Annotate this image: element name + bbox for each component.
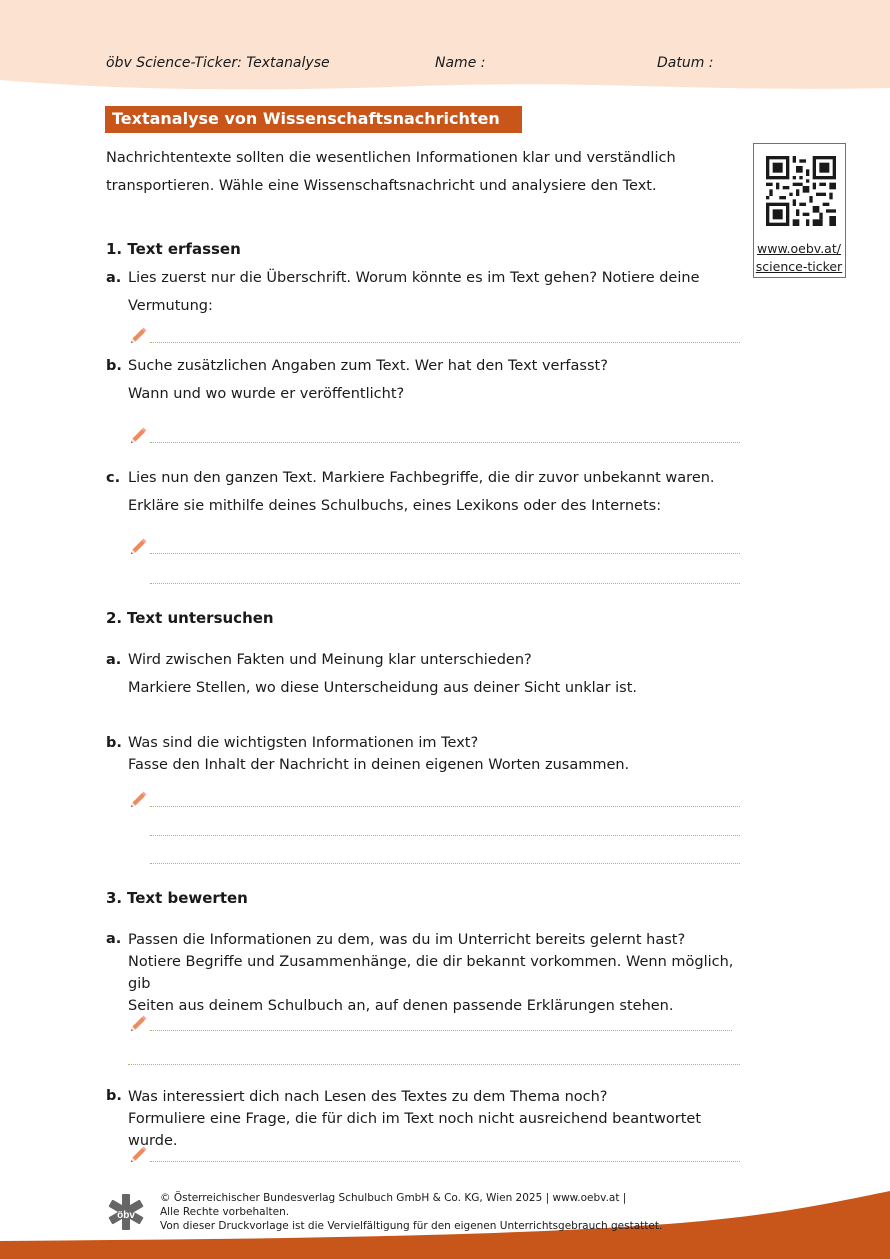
task-2b-line1: Was sind die wichtigsten Informationen im Text? xyxy=(128,735,479,751)
footer-line2: Alle Rechte vorbehalten. xyxy=(160,1206,290,1218)
section-3-heading xyxy=(106,889,248,907)
section-2-number: 2. xyxy=(106,609,123,627)
qr-code-box[interactable] xyxy=(753,143,846,278)
task-2a-letter: a. xyxy=(106,652,122,668)
task-3a-letter: a. xyxy=(106,931,122,947)
qr-code-icon xyxy=(766,156,836,226)
task-1b-letter: b. xyxy=(106,358,122,374)
pencil-icon xyxy=(128,1145,148,1165)
task-2b-text xyxy=(128,732,748,776)
task-3b-line2: Formuliere eine Frage, die für dich im Text noch nicht ausreichend beantwortet wurde. xyxy=(128,1111,702,1149)
task-1c-text: Lies nun den ganzen Text. Markiere Fachbegriffe, die dir zuvor unbekannt waren. Erkläre sie mithilfe deines Schulbuchs, eines Lexikons oder des Internets: xyxy=(128,470,715,514)
pencil-icon xyxy=(128,790,148,810)
task-2a-line1: Wird zwischen Fakten und Meinung klar unterschieden? xyxy=(128,652,532,668)
header-date-label: Datum : xyxy=(657,55,714,71)
publisher-logo xyxy=(106,1192,146,1232)
writing-line[interactable] xyxy=(128,1064,740,1065)
task-1c-letter: c. xyxy=(106,470,121,486)
task-1a-text: Lies zuerst nur die Überschrift. Worum könnte es im Text gehen? Notiere deine Vermutung: xyxy=(128,270,700,314)
section-2-heading xyxy=(106,609,274,627)
task-2a-text xyxy=(128,646,748,702)
section-3-title: Text bewerten xyxy=(127,889,248,907)
writing-line[interactable] xyxy=(150,806,740,807)
pencil-icon xyxy=(128,1014,148,1034)
writing-line[interactable] xyxy=(150,442,740,443)
writing-line[interactable] xyxy=(150,1030,732,1031)
writing-line[interactable] xyxy=(150,342,740,343)
writing-line[interactable] xyxy=(150,583,740,584)
writing-line[interactable] xyxy=(150,553,740,554)
section-1-title: Text erfassen xyxy=(127,240,241,258)
page-title: Textanalyse von Wissenschaftsnachrichten xyxy=(105,106,522,133)
section-1-heading xyxy=(106,240,241,258)
task-3a-line3: Seiten aus deinem Schulbuch an, auf denen passende Erklärungen stehen. xyxy=(128,998,674,1014)
footer-line3: Von dieser Druckvorlage ist die Vervielfältigung für den eigenen Unterrichtsgebrauch gestattet. xyxy=(160,1220,663,1232)
footer-line1: © Österreichischer Bundesverlag Schulbuch GmbH & Co. KG, Wien 2025 | www.oebv.at | xyxy=(160,1192,627,1204)
task-3a-line1: Passen die Informationen zu dem, was du im Unterricht bereits gelernt hast? xyxy=(128,932,686,948)
qr-link-line1: www.oebv.at/ xyxy=(757,241,841,256)
qr-link[interactable] xyxy=(754,240,844,276)
task-1b-line2: Wann und wo wurde er veröffentlicht? xyxy=(128,386,405,402)
task-3a-line2: Notiere Begriffe und Zusammenhänge, die dir bekannt vorkommen. Wenn möglich, gib xyxy=(128,954,734,992)
pencil-icon xyxy=(128,426,148,446)
task-1b-line1: Suche zusätzlichen Angaben zum Text. Wer hat den Text verfasst? xyxy=(128,358,608,374)
footer-copyright xyxy=(160,1191,662,1233)
task-3a-text xyxy=(128,929,748,1017)
writing-line[interactable] xyxy=(150,1161,740,1162)
task-3b-letter: b. xyxy=(106,1088,122,1104)
header-name-label: Name : xyxy=(435,55,486,71)
task-3b-line1: Was interessiert dich nach Lesen des Textes zu dem Thema noch? xyxy=(128,1089,608,1105)
pencil-icon xyxy=(128,537,148,557)
writing-line[interactable] xyxy=(150,835,740,836)
task-1a-letter: a. xyxy=(106,270,122,286)
task-2b-letter: b. xyxy=(106,735,122,751)
task-2b-line2: Fasse den Inhalt der Nachricht in deinen eigenen Worten zusammen. xyxy=(128,757,630,773)
task-1b-text xyxy=(128,352,748,408)
logo-text: öbv xyxy=(117,1210,135,1221)
header-worksheet-title: öbv Science-Ticker: Textanalyse xyxy=(106,55,330,71)
qr-link-line2: science-ticker xyxy=(755,259,843,274)
pencil-icon xyxy=(128,326,148,346)
section-1-number: 1. xyxy=(106,240,123,258)
task-3b-text xyxy=(128,1086,748,1152)
section-2-title: Text untersuchen xyxy=(127,609,274,627)
task-2a-line2: Markiere Stellen, wo diese Unterscheidung aus deiner Sicht unklar ist. xyxy=(128,680,637,696)
writing-line[interactable] xyxy=(150,863,740,864)
section-3-number: 3. xyxy=(106,889,123,907)
intro-text: Nachrichtentexte sollten die wesentlichen Informationen klar und verständlich transportieren. Wähle eine Wissenschaftsnachricht und analysiere den Text. xyxy=(106,150,676,194)
